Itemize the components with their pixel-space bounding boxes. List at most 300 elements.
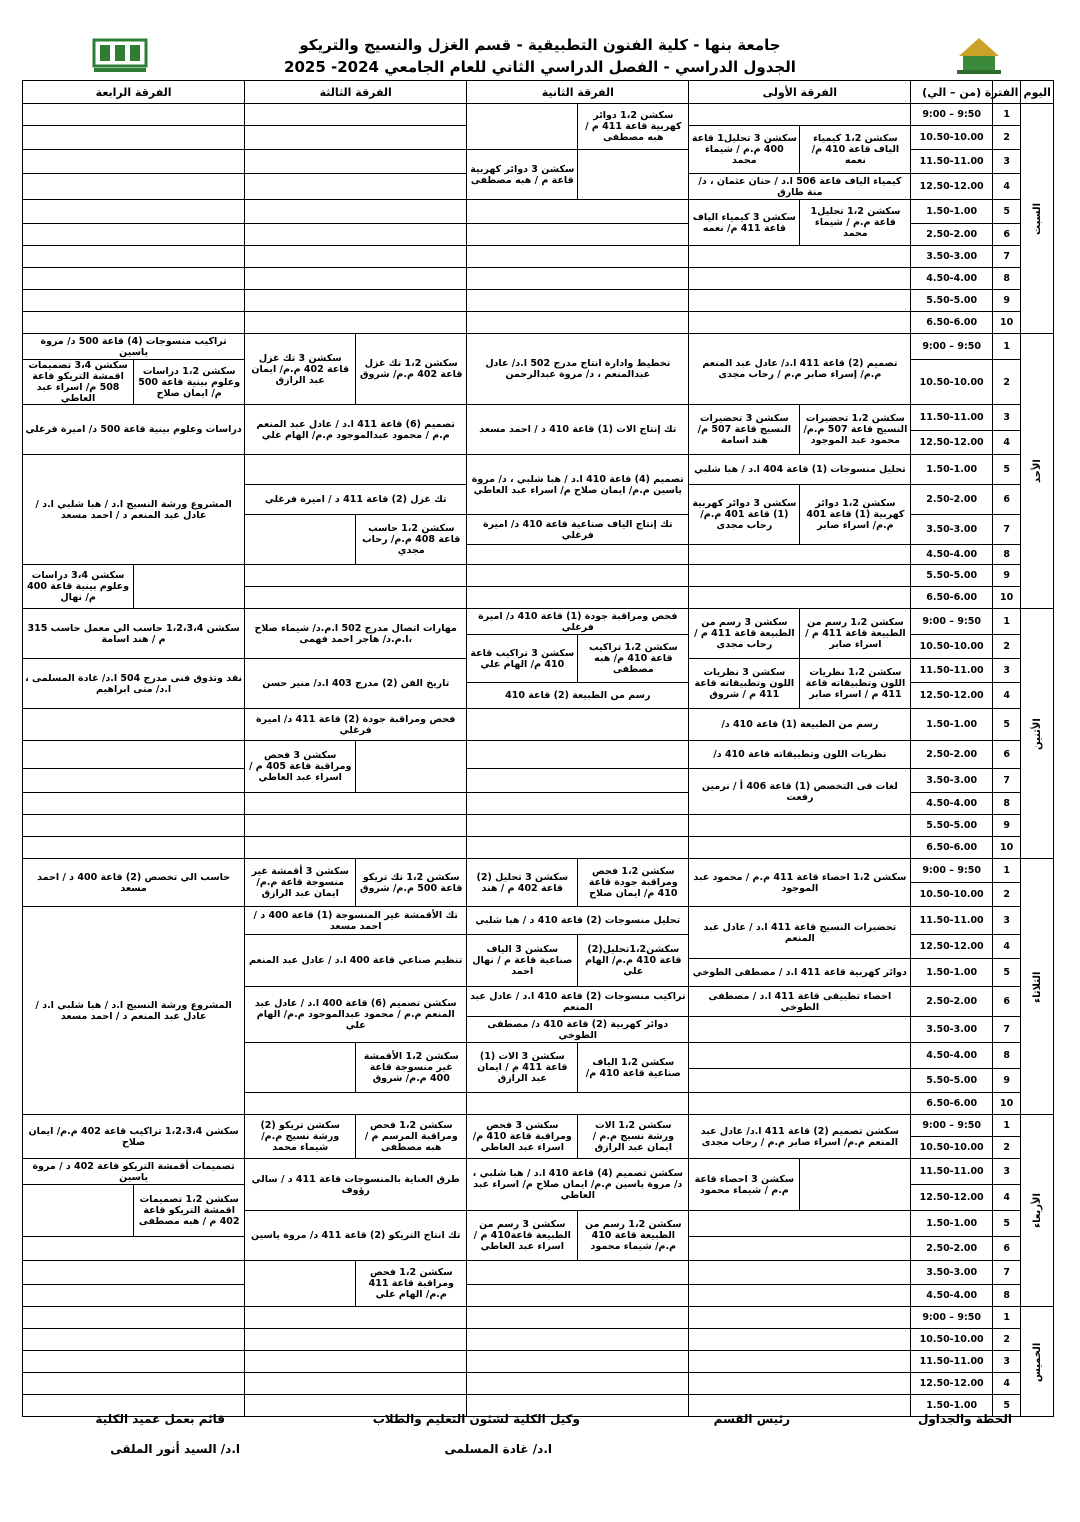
empty-cell	[23, 126, 245, 150]
class-cell: سكشن 1،2 تحضيرات النسيج قاعة 507 م.م/ محمود عبد الموجود	[800, 405, 911, 455]
time-slot: 11.50-11.00	[911, 405, 992, 431]
empty-cell	[23, 174, 245, 200]
period-num: 8	[992, 793, 1021, 815]
empty-cell	[23, 246, 245, 268]
class-cell: فحص ومراقبة جودة (1) قاعة 410 د/ اميرة فرغلي	[467, 609, 689, 635]
table-row	[23, 1329, 1054, 1351]
class-cell: مهارات اتصال مدرج 502 ا.م.د/ شيماء صلاح ،ا.م.د/ هاجر احمد فهمى	[245, 609, 467, 659]
class-cell: سكشن 1،2 فحص ومراقبة جودة قاعة 410 م/ ايمان صلاح	[578, 859, 689, 907]
class-cell: سكشن 1،2 الياف صناعية قاعة 410 م/	[578, 1043, 689, 1093]
empty-cell	[800, 1159, 911, 1211]
class-cell: سكشن 1،2 تحليل1 قاعة م.م / شيماء محمد	[800, 200, 911, 246]
time-slot: 12.50-12.00	[911, 683, 992, 709]
col-year1: الفرقة الأولى	[689, 81, 911, 104]
table-row	[23, 1307, 1054, 1329]
time-slot: 10.50-10.00	[911, 126, 992, 150]
table-row	[23, 290, 1054, 312]
time-slot: 4.50-4.00	[911, 793, 992, 815]
empty-cell	[245, 1261, 356, 1307]
empty-cell	[23, 1261, 245, 1285]
period-num: 4	[992, 174, 1021, 200]
empty-cell	[23, 837, 245, 859]
class-cell: سكشن 3 الات (1) قاعة 411 م / ايمان عبد الرازق	[467, 1043, 578, 1093]
time-slot: 6.50-6.00	[911, 312, 992, 334]
table-row	[23, 200, 1054, 224]
time-slot: 5.50-5.00	[911, 565, 992, 587]
empty-cell	[689, 246, 911, 268]
class-cell: سكشن 3 دوائر كهربية (1) قاعة 401 م.م/ رحاب مجدى	[689, 485, 800, 545]
time-slot: 12.50-12.00	[911, 1185, 992, 1211]
empty-cell	[689, 1351, 911, 1373]
time-slot: 12.50-12.00	[911, 431, 992, 455]
empty-cell	[689, 1093, 911, 1115]
empty-cell	[245, 268, 467, 290]
schedule-table	[22, 80, 1054, 1417]
class-cell: رسم من الطبيعة (2) قاعة 410	[467, 683, 689, 709]
empty-cell	[245, 1329, 467, 1351]
class-cell: تك إنتاج الات (1) قاعة 410 د / احمد مسعد	[467, 405, 689, 455]
col-year4: الفرقة الرابعة	[23, 81, 245, 104]
period-num: 3	[992, 659, 1021, 683]
empty-cell	[245, 126, 467, 150]
page-header	[0, 34, 1080, 78]
class-cell: سكشن 1،2 احصاء قاعة 411 م.م / محمود عبد الموجود	[689, 859, 911, 907]
empty-cell	[467, 290, 689, 312]
class-cell: سكشن 3 تحضيرات النسيج قاعة 507 م/ هند اسامة	[689, 405, 800, 455]
table-row	[23, 907, 1054, 935]
class-cell: تك الأقمشة غير المنسوجة (1) قاعة 400 د / احمد مسعد	[245, 907, 467, 935]
period-num: 8	[992, 1285, 1021, 1307]
time-slot: 2.50-2.00	[911, 741, 992, 769]
header-line-2: الجدول الدراسي - الفصل الدراسي الثاني للعام الجامعي 2024- 2025	[284, 58, 796, 76]
period-num: 6	[992, 224, 1021, 246]
table-row	[23, 405, 1054, 431]
empty-cell	[356, 741, 467, 793]
table-row	[23, 1261, 1054, 1285]
class-cell: دراسات وعلوم بينية قاعة 500 د/ اميرة فرغلي	[23, 405, 245, 455]
table-header-row	[23, 81, 1054, 104]
empty-cell	[23, 1285, 245, 1307]
class-cell: سكشن1،2تحليل(2) قاعة 410 م.م/ الهام علي	[578, 935, 689, 987]
empty-cell	[689, 1307, 911, 1329]
empty-cell	[23, 709, 245, 741]
time-slot: 3.50-3.00	[911, 246, 992, 268]
class-cell: تصميم (6) قاعة 411 ا.د / عادل عبد المنعم م.م / محمود عبدالموجود م.م/ الهام علي	[245, 405, 467, 455]
empty-cell	[245, 290, 467, 312]
empty-cell	[245, 312, 467, 334]
period-num: 5	[992, 200, 1021, 224]
class-cell: سكشن 1،2 تك غزل قاعة 402 م.م/ شروق	[356, 334, 467, 405]
empty-cell	[467, 1261, 689, 1285]
class-cell: سكشن 1،2 رسم من الطبيعة قاعة 411 م / اسراء صابر	[800, 609, 911, 659]
period-num: 1	[992, 859, 1021, 883]
class-cell: فحص ومراقبة جودة (2) قاعة 411 د/ اميرة فرغلي	[245, 709, 467, 741]
period-num: 3	[992, 150, 1021, 174]
time-slot: 4.50-4.00	[911, 1043, 992, 1069]
empty-cell	[578, 150, 689, 200]
period-num: 7	[992, 246, 1021, 268]
empty-cell	[689, 837, 911, 859]
period-num: 9	[992, 290, 1021, 312]
day-cell: الأحد	[1021, 334, 1054, 609]
class-cell: تاريخ الفن (2) مدرج 403 ا.د/ منير حسن	[245, 659, 467, 709]
empty-cell	[23, 793, 245, 815]
class-cell: احصاء تطبيقى قاعة 411 ا.د / مصطفى الطوخي	[689, 987, 911, 1017]
empty-cell	[23, 200, 245, 224]
period-num: 9	[992, 815, 1021, 837]
class-cell: سكشن 1،2،3،4 تراكيب قاعة 402 م.م/ ايمان صلاح	[23, 1115, 245, 1159]
empty-cell	[245, 104, 467, 126]
empty-cell	[245, 793, 467, 815]
class-cell: تراكيب منسوجات (4) قاعة 500 د/ مروة ياسين	[23, 334, 245, 360]
period-num: 1	[992, 1115, 1021, 1137]
class-cell: تحليل منسوجات (2) قاعة 410 د / هبا شلبي	[467, 907, 689, 935]
empty-cell	[689, 565, 911, 587]
empty-cell	[467, 1351, 689, 1373]
time-slot: 5.50-5.00	[911, 290, 992, 312]
class-cell: سكشن 1،2 رسم من الطبيعة قاعة 410 م.م/ شيماء محمود	[578, 1211, 689, 1261]
period-num: 1	[992, 1307, 1021, 1329]
time-slot: 6.50-6.00	[911, 837, 992, 859]
table-row	[23, 246, 1054, 268]
signature-names-row	[0, 1442, 1080, 1462]
period-num: 7	[992, 1261, 1021, 1285]
class-cell: دوائر كهربية قاعة 411 ا.د / مصطفى الطوخي	[689, 959, 911, 987]
class-cell: سكشن 3 نظريات اللون وتطبيقاته قاعة 411 م / شروق	[689, 659, 800, 709]
empty-cell	[245, 1043, 356, 1093]
class-cell: سكشن 3 كيمياء الياف قاعة 411 م/ نعمه	[689, 200, 800, 246]
empty-cell	[689, 1261, 911, 1285]
class-cell: سكشن 3 فحص ومراقبة قاعة 405 م / اسراء عبد العاطي	[245, 741, 356, 793]
period-num: 7	[992, 515, 1021, 545]
period-num: 5	[992, 959, 1021, 987]
empty-cell	[467, 1329, 689, 1351]
class-cell: تخطيط وادارة انتاج مدرج 502 ا.د/ عادل عبدالمنعم ، د/ مروة عبدالرحمن	[467, 334, 689, 405]
period-num: 5	[992, 455, 1021, 485]
signature-plans: الخطة والجداول	[917, 1412, 1012, 1426]
empty-cell	[23, 224, 245, 246]
period-num: 2	[992, 1329, 1021, 1351]
time-slot: 1.50-1.00	[911, 200, 992, 224]
time-slot: 9:50 – 9:00	[911, 104, 992, 126]
period-num: 2	[992, 883, 1021, 907]
class-cell: نقد وتذوق فنى مدرج 504 ا.د/ غادة المسلمى ، ا.د/ منى ابراهيم	[23, 659, 245, 709]
signature-acting-dean: قائم بعمل عميد الكلية	[95, 1412, 225, 1426]
col-day: اليوم	[1021, 81, 1054, 104]
empty-cell	[23, 815, 245, 837]
period-num: 3	[992, 1351, 1021, 1373]
empty-cell	[689, 1285, 911, 1307]
empty-cell	[467, 104, 578, 150]
time-slot: 5.50-5.00	[911, 1069, 992, 1093]
day-cell: الثلاثاء	[1021, 859, 1054, 1115]
period-num: 10	[992, 1093, 1021, 1115]
time-slot: 3.50-3.00	[911, 515, 992, 545]
time-slot: 11.50-11.00	[911, 1159, 992, 1185]
time-slot: 1.50-1.00	[911, 1211, 992, 1237]
period-num: 10	[992, 312, 1021, 334]
table-row	[23, 334, 1054, 360]
time-slot: 10.50-10.00	[911, 1329, 992, 1351]
period-num: 3	[992, 1159, 1021, 1185]
class-cell: سكشن 1،2 نظريات اللون وتطبيقاته قاعة 411 م / اسراء صابر	[800, 659, 911, 709]
period-num: 1	[992, 609, 1021, 635]
period-num: 7	[992, 1017, 1021, 1043]
empty-cell	[689, 1373, 911, 1395]
empty-cell	[23, 769, 245, 793]
empty-cell	[23, 268, 245, 290]
signature-name-vice-dean: ا.د/ غادة المسلمى	[444, 1442, 552, 1456]
empty-cell	[245, 515, 356, 565]
time-slot: 10.50-10.00	[911, 1137, 992, 1159]
time-slot: 1.50-1.00	[911, 455, 992, 485]
class-cell: سكشن 3 الياف صناعية قاعة م / نهال احمد	[467, 935, 578, 987]
period-num: 3	[992, 405, 1021, 431]
empty-cell	[23, 1329, 245, 1351]
time-slot: 9:50 – 9:00	[911, 334, 992, 360]
period-num: 6	[992, 987, 1021, 1017]
signature-vice-dean: وكيل الكلية لشئون التعليم والطلاب	[372, 1412, 580, 1426]
period-num: 4	[992, 683, 1021, 709]
time-slot: 3.50-3.00	[911, 769, 992, 793]
empty-cell	[245, 587, 467, 609]
time-slot: 11.50-11.00	[911, 659, 992, 683]
class-cell: سكشن 3 تحليل (2) قاعة 402 م / هند	[467, 859, 578, 907]
table-row	[23, 1115, 1054, 1137]
class-cell: سكشن تصميم (2) قاعة 411 ا.د/ عادل عبد المنعم م.م/ اسراء صابر م.م / رحاب مجدى	[689, 1115, 911, 1159]
time-slot: 9:50 – 9:00	[911, 1115, 992, 1137]
empty-cell	[467, 200, 689, 224]
class-cell: طرق العناية بالمنسوجات قاعة 411 د / سالي رؤوف	[245, 1159, 467, 1211]
time-slot: 6.50-6.00	[911, 587, 992, 609]
empty-cell	[23, 1351, 245, 1373]
period-num: 1	[992, 334, 1021, 360]
time-slot: 12.50-12.00	[911, 174, 992, 200]
class-cell: تك غزل (2) قاعة 411 د / اميرة فرغلي	[245, 485, 467, 515]
col-year3: الفرقة الثالثة	[245, 81, 467, 104]
class-cell: سكشن 3 دوائر كهربية قاعة م / هبه مصطفى	[467, 150, 578, 200]
empty-cell	[467, 769, 689, 793]
time-slot: 4.50-4.00	[911, 268, 992, 290]
table-row	[23, 268, 1054, 290]
period-num: 2	[992, 360, 1021, 405]
table-row	[23, 709, 1054, 741]
period-num: 6	[992, 741, 1021, 769]
class-cell: سكشن 1،2 الأقمشة غير منسوجة قاعة 400 م.م/ شروق	[356, 1043, 467, 1093]
time-slot: 10.50-10.00	[911, 635, 992, 659]
period-num: 10	[992, 837, 1021, 859]
empty-cell	[134, 565, 245, 609]
empty-cell	[467, 246, 689, 268]
period-num: 5	[992, 709, 1021, 741]
table-row	[23, 609, 1054, 635]
day-cell: الخميس	[1021, 1307, 1054, 1417]
table-row	[23, 815, 1054, 837]
class-cell: دوائر كهربية (2) قاعة 410 د/ مصطفى الطوخي	[467, 1017, 689, 1043]
period-num: 2	[992, 126, 1021, 150]
time-slot: 2.50-2.00	[911, 987, 992, 1017]
class-cell: تراكيب منسوجات (2) قاعة 410 ا.د / عادل عبد المنعم	[467, 987, 689, 1017]
signature-name-dean: ا.د/ السيد أنور الملقى	[110, 1442, 240, 1456]
class-cell: تك انتاج التريكو (2) قاعة 411 د/ مروة ياسين	[245, 1211, 467, 1261]
day-cell: السبت	[1021, 104, 1054, 334]
signature-head-dept: رئيس القسم	[713, 1412, 790, 1426]
header-line-1: جامعة بنها - كلية الفنون التطبيقية - قسم الغزل والنسيج والتريكو	[299, 36, 781, 54]
class-cell: سكشن 1،2 كيمياء الياف قاعة 410 م/ نعمه	[800, 126, 911, 174]
time-slot: 12.50-12.00	[911, 935, 992, 959]
empty-cell	[467, 837, 689, 859]
table-row	[23, 1373, 1054, 1395]
time-slot: 9:50 – 9:00	[911, 1307, 992, 1329]
empty-cell	[245, 150, 467, 174]
class-cell: رسم من الطبيعة (1) قاعة 410 د/	[689, 709, 911, 741]
empty-cell	[467, 312, 689, 334]
empty-cell	[689, 815, 911, 837]
time-slot: 6.50-6.00	[911, 1093, 992, 1115]
period-num: 1	[992, 104, 1021, 126]
period-num: 2	[992, 1137, 1021, 1159]
period-num: 4	[992, 1373, 1021, 1395]
empty-cell	[689, 312, 911, 334]
class-cell: سكشن 3 تحليل1 قاعة 400 م.م / شيماء محمد	[689, 126, 800, 174]
time-slot: 2.50-2.00	[911, 1237, 992, 1261]
col-period: الفترة	[992, 81, 1021, 104]
empty-cell	[689, 1069, 911, 1093]
empty-cell	[245, 837, 467, 859]
class-cell: لغات فى التخصص (1) قاعة 406 أ / نرمين رفعت	[689, 769, 911, 815]
class-cell: سكشن 1،2 فحص ومراقبة المرسم م / هبه مصطفى	[356, 1115, 467, 1159]
empty-cell	[245, 1351, 467, 1373]
class-cell: سكشن 1،2 الات ورشة نسيج م.م / ايمان عبد الرازق	[578, 1115, 689, 1159]
empty-cell	[689, 268, 911, 290]
class-cell: سكشن 3،4 تصميمات اقمشة التريكو قاعة 508 م/ اسراء عبد العاطي	[23, 360, 134, 405]
class-cell: سكشن 3 رسم من الطبيعة قاعة 411 م / رحاب مجدى	[689, 609, 800, 659]
time-slot: 10.50-10.00	[911, 360, 992, 405]
period-num: 9	[992, 1069, 1021, 1093]
empty-cell	[467, 565, 689, 587]
class-cell: نظريات اللون وتطبيقاته قاعة 410 د/	[689, 741, 911, 769]
period-num: 4	[992, 935, 1021, 959]
empty-cell	[245, 174, 467, 200]
empty-cell	[689, 1043, 911, 1069]
table-row	[23, 1285, 1054, 1307]
class-cell: سكشن 1،2 تراكيب قاعة 410 م/ هبه مصطفى	[578, 635, 689, 683]
period-num: 6	[992, 485, 1021, 515]
time-slot: 9:50 – 9:00	[911, 859, 992, 883]
empty-cell	[23, 1185, 134, 1237]
day-cell: الأربعاء	[1021, 1115, 1054, 1307]
empty-cell	[245, 246, 467, 268]
period-num: 2	[992, 635, 1021, 659]
empty-cell	[467, 545, 689, 565]
table-row	[23, 769, 1054, 793]
class-cell: سكشن 1،2 دراسات وعلوم بينية قاعة 500 م/ ايمان صلاح	[134, 360, 245, 405]
empty-cell	[689, 1211, 911, 1237]
time-slot: 5.50-5.00	[911, 815, 992, 837]
class-cell: سكشن 3 رسم من الطبيعة قاعة410 م / اسراء عبد العاطي	[467, 1211, 578, 1261]
empty-cell	[467, 1285, 689, 1307]
table-row	[23, 104, 1054, 126]
class-cell: سكشن 1،2 دوائر كهربية (1) قاعة 401 م.م/ اسراء صابر	[800, 485, 911, 545]
time-slot: 1.50-1.00	[911, 709, 992, 741]
table-row	[23, 741, 1054, 769]
time-slot: 9:50 – 9:00	[911, 609, 992, 635]
empty-cell	[467, 1373, 689, 1395]
time-slot: 1.50-1.00	[911, 1395, 992, 1417]
signature-row	[0, 1412, 1080, 1432]
table-row	[23, 1159, 1054, 1185]
empty-cell	[467, 815, 689, 837]
period-num: 10	[992, 587, 1021, 609]
empty-cell	[245, 565, 467, 587]
time-slot: 2.50-2.00	[911, 485, 992, 515]
class-cell: سكشن تريكو (2) ورشة نسيج م.م/ شيماء محمد	[245, 1115, 356, 1159]
table-row	[23, 455, 1054, 485]
time-slot: 11.50-11.00	[911, 1351, 992, 1373]
class-cell: المشروع ورشة النسيج ا.د / هبا شلبي ا.د / عادل عبد المنعم د / احمد مسعد	[23, 907, 245, 1115]
empty-cell	[689, 1017, 911, 1043]
class-cell: سكشن 1،2 تصميمات اقمشة التريكو قاعة 402 م / هبه مصطفى	[134, 1185, 245, 1237]
class-cell: سكشن 3 فحص ومراقبة قاعة 410 م/ اسراء عبد العاطي	[467, 1115, 578, 1159]
class-cell: سكشن 1،2 دوائر كهربية قاعة 411 م / هبه مصطفى	[578, 104, 689, 150]
empty-cell	[467, 741, 689, 769]
period-num: 6	[992, 1237, 1021, 1261]
empty-cell	[245, 1373, 467, 1395]
time-slot: 2.50-2.00	[911, 224, 992, 246]
period-num: 4	[992, 1185, 1021, 1211]
time-slot: 11.50-11.00	[911, 907, 992, 935]
col-year2: الفرقة الثانية	[467, 81, 689, 104]
empty-cell	[689, 1329, 911, 1351]
empty-cell	[245, 1307, 467, 1329]
class-cell: سكشن 1،2 فحص ومراقبة قاعة 411 م.م/ الهام علي	[356, 1261, 467, 1307]
time-slot: 3.50-3.00	[911, 1261, 992, 1285]
period-num: 4	[992, 431, 1021, 455]
empty-cell	[467, 1307, 689, 1329]
col-time: (من – الي)	[911, 81, 992, 104]
time-slot: 12.50-12.00	[911, 1373, 992, 1395]
time-slot: 1.50-1.00	[911, 959, 992, 987]
class-cell: سكشن 3،4 دراسات وعلوم بينية قاعة 400 م/ نهال	[23, 565, 134, 609]
empty-cell	[467, 587, 689, 609]
table-row	[23, 859, 1054, 883]
time-slot: 4.50-4.00	[911, 545, 992, 565]
table-row	[23, 837, 1054, 859]
empty-cell	[467, 1093, 689, 1115]
period-num: 8	[992, 545, 1021, 565]
class-cell: سكشن 3 أقمشة غير منسوجة قاعة م.م/ ايمان عبد الرازق	[245, 859, 356, 907]
period-num: 8	[992, 1043, 1021, 1069]
empty-cell	[245, 224, 467, 246]
class-cell: كيمياء الياف قاعة 506 ا.د / حنان عثمان ، د/ منة طارق	[689, 174, 911, 200]
empty-cell	[23, 104, 245, 126]
empty-cell	[23, 312, 245, 334]
class-cell: تحضيرات النسيج قاعة 411 ا.د / عادل عبد المنعم	[689, 907, 911, 959]
period-num: 5	[992, 1211, 1021, 1237]
empty-cell	[23, 1307, 245, 1329]
class-cell: تحليل منسوجات (1) قاعة 404 ا.د / هبا شلبي	[689, 455, 911, 485]
class-cell: سكشن 3 تك غزل قاعة 402 م.م/ ايمان عبد الرازق	[245, 334, 356, 405]
time-slot: 4.50-4.00	[911, 1285, 992, 1307]
empty-cell	[689, 104, 911, 126]
period-num: 9	[992, 565, 1021, 587]
class-cell: سكشن 1،2 حاسب قاعة 408 م.م/ رحاب مجدي	[356, 515, 467, 565]
class-cell: المشروع ورشة النسيج ا.د / هبا شلبي ا.د / عادل عبد المنعم د / احمد مسعد	[23, 455, 245, 565]
empty-cell	[23, 290, 245, 312]
day-cell: الأثنين	[1021, 609, 1054, 859]
empty-cell	[689, 1237, 911, 1261]
table-row	[23, 565, 1054, 587]
